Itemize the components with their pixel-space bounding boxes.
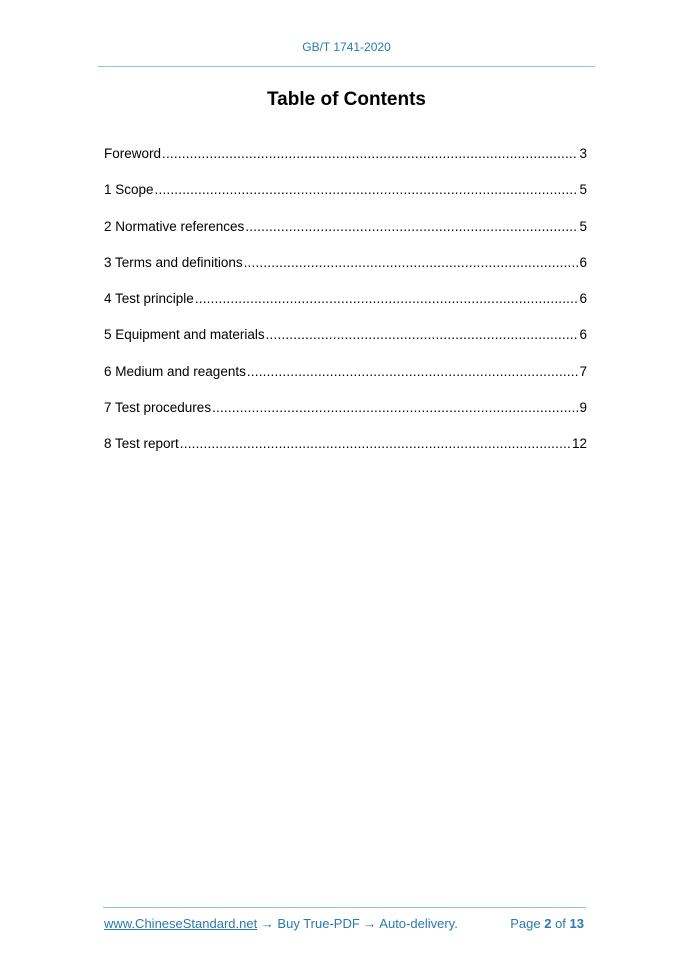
footer-promo-text: → Buy True-PDF → Auto-delivery.: [257, 916, 458, 931]
toc-entry-page: 5: [579, 182, 587, 198]
toc-title: Table of Contents: [266, 89, 427, 110]
toc-entry-label: 4 Test principle: [104, 291, 194, 307]
footer-divider: [103, 907, 586, 908]
total-pages-number: 13: [569, 916, 584, 931]
current-page-number: 2: [544, 916, 552, 931]
toc-entry-page: 6: [579, 327, 587, 343]
toc-entry-page: 7: [579, 363, 587, 379]
document-header: [98, 40, 595, 54]
toc-dot-leader: [244, 253, 579, 273]
toc-dot-leader: [195, 289, 579, 309]
toc-entry-test-report[interactable]: [104, 434, 587, 470]
page-indicator: [510, 916, 584, 931]
toc-entry-terms-and-definitions[interactable]: [104, 253, 587, 289]
of-word: of: [555, 916, 566, 931]
toc-dot-leader: [180, 434, 571, 454]
toc-dot-leader: [266, 325, 579, 345]
chinesestandard-link[interactable]: www.ChineseStandard.net: [104, 916, 258, 931]
toc-entry-test-procedures[interactable]: [104, 398, 587, 434]
toc-entry-normative-references[interactable]: [104, 217, 587, 253]
toc-entry-label: 3 Terms and definitions: [104, 254, 243, 270]
toc-entry-page: 3: [579, 146, 587, 161]
toc-entry-page: 12: [571, 436, 587, 452]
toc-entry-medium-and-reagents[interactable]: [104, 362, 587, 398]
toc-entry-label: 8 Test report: [104, 436, 179, 452]
toc-dot-leader: [155, 180, 579, 200]
toc-entry-page: 6: [579, 254, 587, 270]
footer-promo: [104, 916, 458, 931]
page-word: Page: [510, 916, 541, 931]
toc-entry-foreword[interactable]: [104, 144, 587, 180]
toc-entry-label: 5 Equipment and materials: [104, 327, 265, 343]
toc-dot-leader: [245, 217, 578, 237]
toc-dot-leader: [162, 144, 578, 164]
toc-entry-page: 6: [579, 291, 587, 307]
toc-entry-label: 2 Normative references: [104, 218, 245, 234]
toc-entry-label: 7 Test procedures: [104, 400, 212, 416]
toc-entry-label: Foreword: [104, 146, 162, 161]
toc-entry-scope[interactable]: [104, 180, 587, 216]
header-divider: [98, 66, 595, 67]
toc-dot-leader: [212, 398, 578, 418]
toc-entry-label: 6 Medium and reagents: [104, 363, 246, 379]
toc-entry-label: 1 Scope: [104, 182, 154, 198]
standard-number: GB/T 1741-2020: [302, 40, 391, 54]
toc-entry-page: 5: [579, 218, 587, 234]
toc-entry-equipment-and-materials[interactable]: [104, 325, 587, 361]
toc-dot-leader: [247, 362, 579, 382]
toc-entry-test-principle[interactable]: [104, 289, 587, 325]
toc-list: [104, 144, 587, 471]
toc-entry-page: 9: [579, 400, 587, 416]
